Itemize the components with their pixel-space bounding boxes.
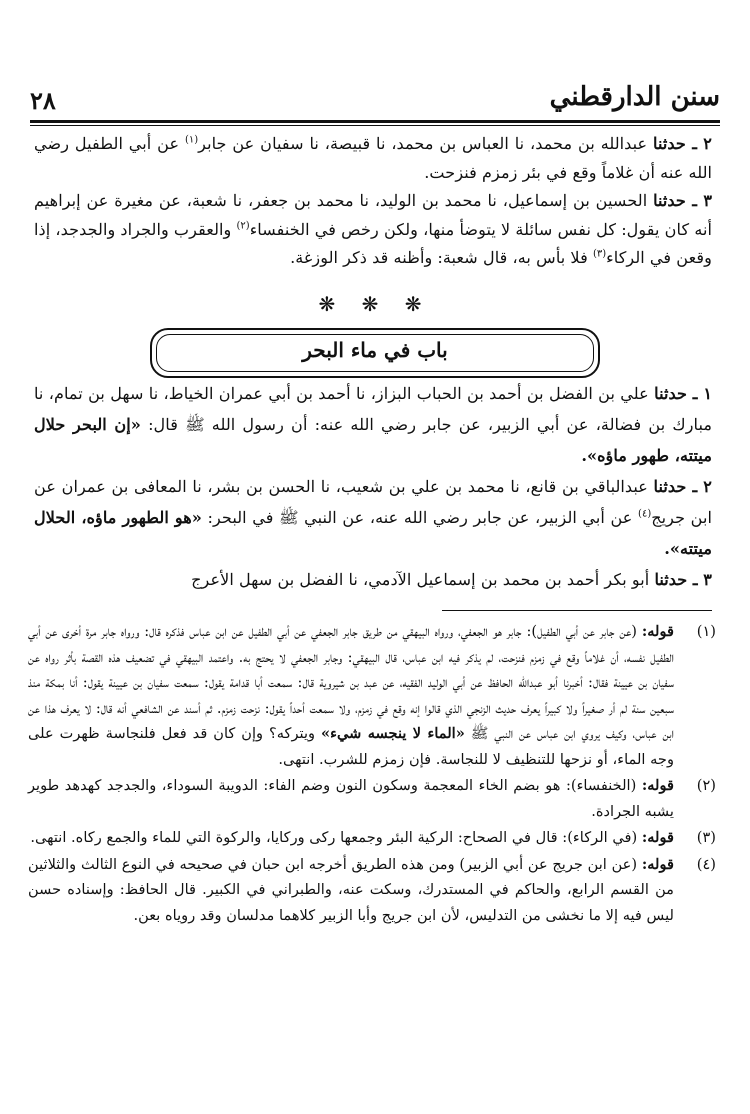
footnote-item xyxy=(28,825,716,851)
footnote-text xyxy=(28,825,674,851)
hadith-paragraph: ٢ ـ حدثنا عبدالباقي بن قانع، نا محمد بن علي بن شعيب، نا الحسن بن بشر، نا المعافى بن عمران عن ابن جريج$^{(٤)}$ عن أبي الزبير، عن جابر رضي الله عنه، عن النبي ﷺ في البحر: «هو الطهور ماؤه، الحلال ميتته». xyxy=(34,477,712,558)
hadith-lead: حدثنا xyxy=(653,191,686,210)
footnote-ref[interactable]: (٢) xyxy=(236,220,250,232)
chapter-text-block xyxy=(34,378,712,595)
hadith-text-cont: عن أبي الطفيل رضي الله عنه أن غلاماً وقع في بئر زمزم فنزحت. xyxy=(34,134,712,182)
hadith-lead: حدثنا xyxy=(654,570,688,589)
footnote-ref-text: (في الركاء) xyxy=(567,829,638,846)
hadith-number: ٢ xyxy=(703,134,712,153)
hadith-text: عبدالباقي بن قانع، نا محمد بن علي بن شعيب، نا الحسن بن بشر، نا المعافى بن عمران عن ابن جريج xyxy=(34,477,712,527)
footnote-number: (٢) xyxy=(696,777,716,794)
hadith-paragraph: ٢ ـ حدثنا عبدالله بن محمد، نا العباس بن محمد، نا قبيصة، نا سفيان عن جابر$^{(١)}$ عن أبي الطفيل رضي الله عنه أن غلاماً وقع في بئر زمزم فنزحت. xyxy=(34,134,712,182)
hadith-text-cont: والعقرب والجراد والجدجد، إذا وقعن في الركاء xyxy=(34,219,712,267)
header-rule-thin xyxy=(30,125,720,126)
hadith-quote: «هو الطهور ماؤه، الحلال ميتته». xyxy=(34,508,712,558)
hadith-paragraph: ٣ ـ حدثنا الحسين بن إسماعيل، نا محمد بن الوليد، نا محمد بن جعفر، نا شعبة، عن مغيرة عن إبراهيم أنه كان يقول: كل نفس سائلة لا يتوضأ منها، ولكن رخص في الخنفساء$^{(٢)}$ والعقرب والجراد والجدجد، إذا وقعن في الركاء$^{(٣)}$ فلا بأس به، قال شعبة: وأظنه قد ذكر الوزغة. xyxy=(34,191,713,267)
footnote-ref-text: (عن ابن جريج عن أبي الزبير) xyxy=(459,855,638,873)
footnote-divider xyxy=(442,610,712,611)
footnote-ref-text: (الخنفساء) xyxy=(570,777,637,794)
hadith-text: عبدالله بن محمد، نا العباس بن محمد، نا قبيصة، نا سفيان عن جابر xyxy=(198,134,648,153)
footnote-ref[interactable]: (٤) xyxy=(638,508,652,520)
header-rule xyxy=(30,120,720,123)
footnote-number: (١) xyxy=(696,623,716,640)
footnote-number: (٤) xyxy=(696,855,716,873)
footnote-body: ومن هذه الطريق أخرجه ابن حبان في صحيحه في النوع الثالث والثلاثين من القسم الرابع، والحاكم في المستدرك، وسكت عنه، والطبراني في الكبير. قال الحافظ: وإسناده حسن ليس فيه إلا ما نخشى من التدليس، لأن ابن جريج وأبا الزبير كلاهما مدلسان وقد روياه بعن. xyxy=(28,855,674,924)
footnote-ref-text: (عن جابر عن أبي الطفيل) xyxy=(531,623,637,640)
hadith-number: ٣ xyxy=(703,191,713,210)
chapter-heading-frame xyxy=(150,328,600,378)
footnote-number: (٣) xyxy=(696,829,716,846)
footnote-label: قوله: xyxy=(641,777,674,794)
running-title: سنن الدارقطني xyxy=(549,82,720,112)
hadith-number: ٣ xyxy=(703,570,712,589)
footnote-ref[interactable]: (١) xyxy=(184,134,199,146)
footnote-body: : هو بضم الخاء المعجمة وسكون النون وضم الفاء: الدويبة السوداء، والجدجد كهدهد طوير يشبه الجرادة. xyxy=(28,777,674,820)
footnote-label: قوله: xyxy=(641,855,674,873)
footnote-text xyxy=(28,852,674,929)
footnote-label: قوله: xyxy=(641,623,675,640)
hadith-paragraph: ١ ـ حدثنا علي بن الفضل بن أحمد بن الحباب البزاز، نا أحمد بن أبي عمران الخياط، نا سهل بن تمام، نا مبارك بن فضالة، عن أبي الزبير، عن جابر رضي الله عنه: أن رسول الله ﷺ قال: «إن البحر حلال ميتته، طهور ماؤه». xyxy=(34,384,713,465)
hadith-text: علي بن الفضل بن أحمد بن الحباب البزاز، نا أحمد بن أبي عمران الخياط، نا سهل بن تمام، نا مبارك بن فضالة، عن أبي الزبير، عن جابر رضي الله عنه: أن رسول الله ﷺ قال: xyxy=(34,384,712,434)
top-text-block xyxy=(34,130,712,273)
footnote-body: : جابر هو الجعفي، ورواه البيهقي من طريق جابر الجعفي عن أبي الطفيل عن ابن عباس فذكره قال: ورواه جابر مرة أخرى عن أبي الطفيل نفسه، أن غلاماً وقع في زمزم فنزحت، لم يذكر فيه ابن عباس، قال البيهقي: وجابر الجعفي لا يحتج به. واعتمد البيهقي في تضعيف هذه القصة بأثر رواه عن سفيان بن عيينة فقال: أخبرنا أبو عبدالله الحافظ عن أبي الوليد الفقيه، عن عبد بن شيروية قال: سمعت أبا قدامة يقول: سمعت سفيان بن عيينة يقول: أنا بمكة منذ سبعين سنة لم أر صغيراً ولا كبيراً يعرف حديث الزنجي الذي قالوا إنه وقع في زمزم، ولا سمعت أحداً يقول: نزحت زمزم. ثم أسند عن الشافعي أنه قال: لا يعرف هذا عن ابن عباس، وكيف يروي ابن عباس عن النبي ﷺ xyxy=(28,623,674,742)
chapter-heading: باب في ماء البحر xyxy=(302,338,448,362)
hadith-paragraph: ٣ ـ حدثنا أبو بكر أحمد بن محمد بن إسماعيل الآدمي، نا الفضل بن سهل الأعرج xyxy=(191,570,712,589)
footnote-body-cont: ويتركه؟ وإن كان قد فعل فلنجاسة ظهرت على وجه الماء، أو نزحها للتنظيف لا للنجاسة. فإن زمزم للشرب. انتهى. xyxy=(28,725,674,768)
page-number: ٢٨ xyxy=(30,86,56,115)
page-header xyxy=(30,80,720,124)
footnote-item xyxy=(28,619,716,772)
hadith-number: ١ xyxy=(703,384,713,403)
footnote-label: قوله: xyxy=(641,829,674,846)
footnote-text xyxy=(28,619,674,772)
hadith-lead: حدثنا xyxy=(653,477,687,496)
footnote-item xyxy=(28,852,716,929)
footnote-ref[interactable]: (٣) xyxy=(592,248,607,260)
hadith-text: الحسين بن إسماعيل، نا محمد بن الوليد، نا محمد بن جعفر، نا شعبة، عن مغيرة عن إبراهيم أنه كان يقول: كل نفس سائلة لا يتوضأ منها، ولكن رخص في الخنفساء xyxy=(34,191,712,239)
hadith-lead: حدثنا xyxy=(654,384,687,403)
footnote-body: : قال في الصحاح: الركية البئر وجمعها ركى وركايا، والركوة التي للماء والجمع ركاه. انتهى. xyxy=(30,829,568,846)
footnotes-block xyxy=(28,619,716,929)
hadith-quote: «إن البحر حلال ميتته، طهور ماؤه». xyxy=(34,415,712,465)
hadith-text-cont: عن أبي الزبير، عن جابر رضي الله عنه، عن النبي ﷺ في البحر: xyxy=(207,508,633,527)
footnote-item xyxy=(28,773,716,824)
section-separator: ❋ ❋ ❋ xyxy=(318,292,432,316)
hadith-text: أبو بكر أحمد بن محمد بن إسماعيل الآدمي، نا الفضل بن سهل الأعرج xyxy=(191,570,650,589)
footnote-quote: «الماء لا ينجسه شيء» xyxy=(320,725,465,742)
hadith-text-end: فلا بأس به، قال شعبة: وأظنه قد ذكر الوزغة. xyxy=(290,248,588,267)
footnote-text xyxy=(28,773,674,824)
hadith-lead: حدثنا xyxy=(653,134,686,153)
hadith-number: ٢ xyxy=(703,477,712,496)
